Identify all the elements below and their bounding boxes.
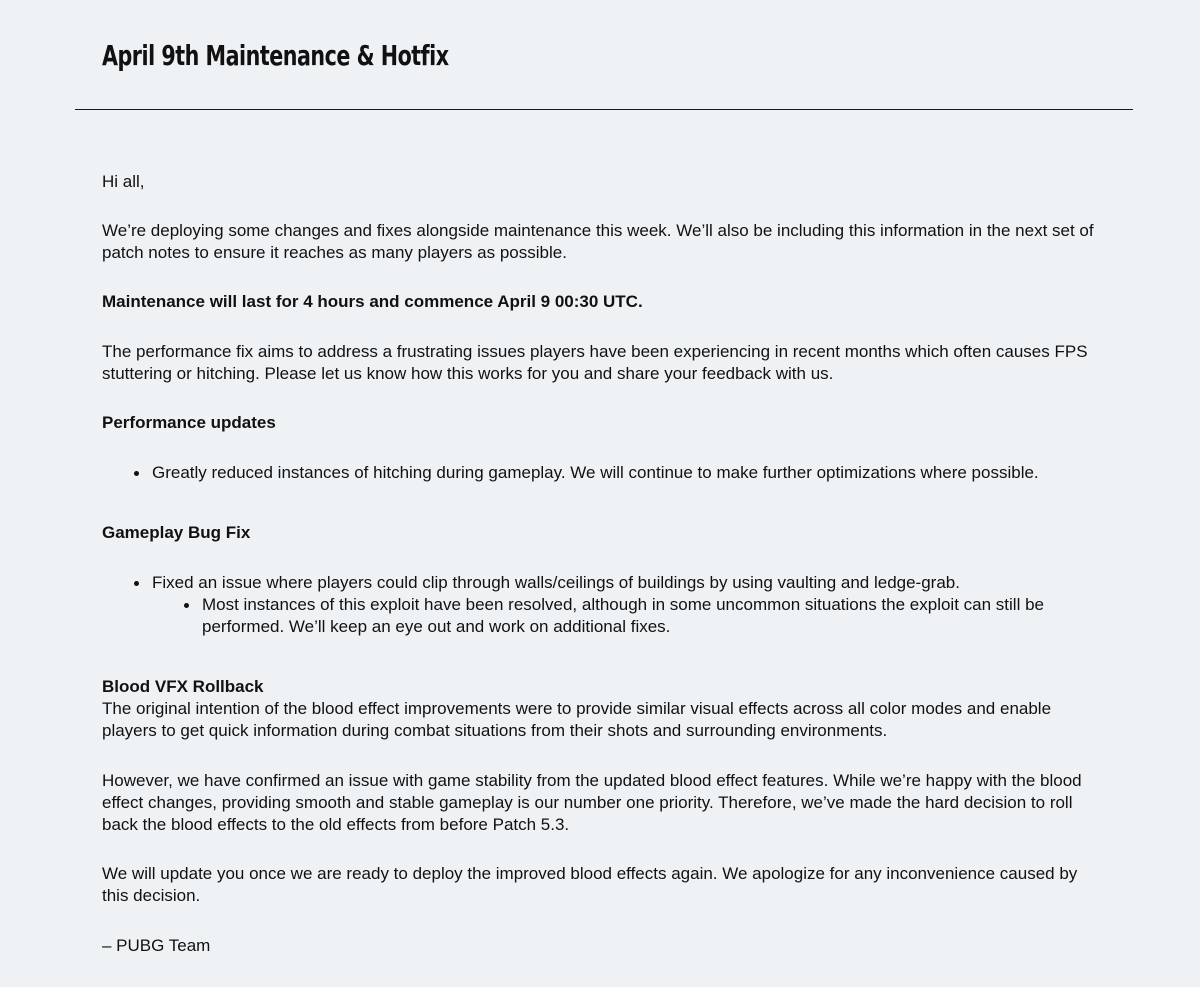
blood-paragraph-1: The original intention of the blood effect improvements were to provide similar visual effects across all color modes and enable players to get quick information during combat situations from their shots and surrounding environments. <box>102 699 1052 740</box>
blood-paragraph-2: However, we have confirmed an issue with game stability from the updated blood effect features. While we’re happy with the blood effect changes, providing smooth and stable gameplay is our number one priority. Therefore, we’ve made the hard decision to roll back the blood effects to the old effects from before Patch 5.3. <box>102 771 1082 834</box>
list-item-text: Fixed an issue where players could clip through walls/ceilings of buildings by using vaulting and ledge-grab. <box>152 573 960 592</box>
performance-intro-paragraph: The performance fix aims to address a frustrating issues players have been experiencing in recent months which often causes FPS stuttering or hitching. Please let us know how this works for you and share your feedback with us. <box>102 342 1088 383</box>
list-item <box>102 572 1102 638</box>
greeting-text: Hi all, <box>102 172 145 191</box>
article-body <box>102 171 1102 957</box>
gameplay-list <box>102 572 1102 638</box>
title-divider <box>75 109 1133 110</box>
page-title: April 9th Maintenance & Hotfix <box>102 39 449 72</box>
maintenance-notice: Maintenance will last for 4 hours and commence April 9 00:30 UTC. <box>102 292 643 311</box>
blood-paragraph-3: We will update you once we are ready to deploy the improved blood effects again. We apologize for any inconvenience caused by this decision. <box>102 864 1078 905</box>
performance-list <box>102 462 1102 484</box>
sub-list-item: Most instances of this exploit have been resolved, although in some uncommon situations the exploit can still be performed. We’ll keep an eye out and work on additional fixes. <box>152 594 1102 638</box>
signature: – PUBG Team <box>102 936 211 955</box>
gameplay-heading: Gameplay Bug Fix <box>102 523 251 542</box>
intro-paragraph: We’re deploying some changes and fixes alongside maintenance this week. We’ll also be including this information in the next set of patch notes to ensure it reaches as many players as possible. <box>102 221 1094 262</box>
list-item: Greatly reduced instances of hitching during gameplay. We will continue to make further optimizations where possible. <box>102 462 1102 484</box>
performance-heading: Performance updates <box>102 413 276 432</box>
gameplay-sublist <box>152 594 1102 638</box>
blood-vfx-heading: Blood VFX Rollback <box>102 677 264 696</box>
